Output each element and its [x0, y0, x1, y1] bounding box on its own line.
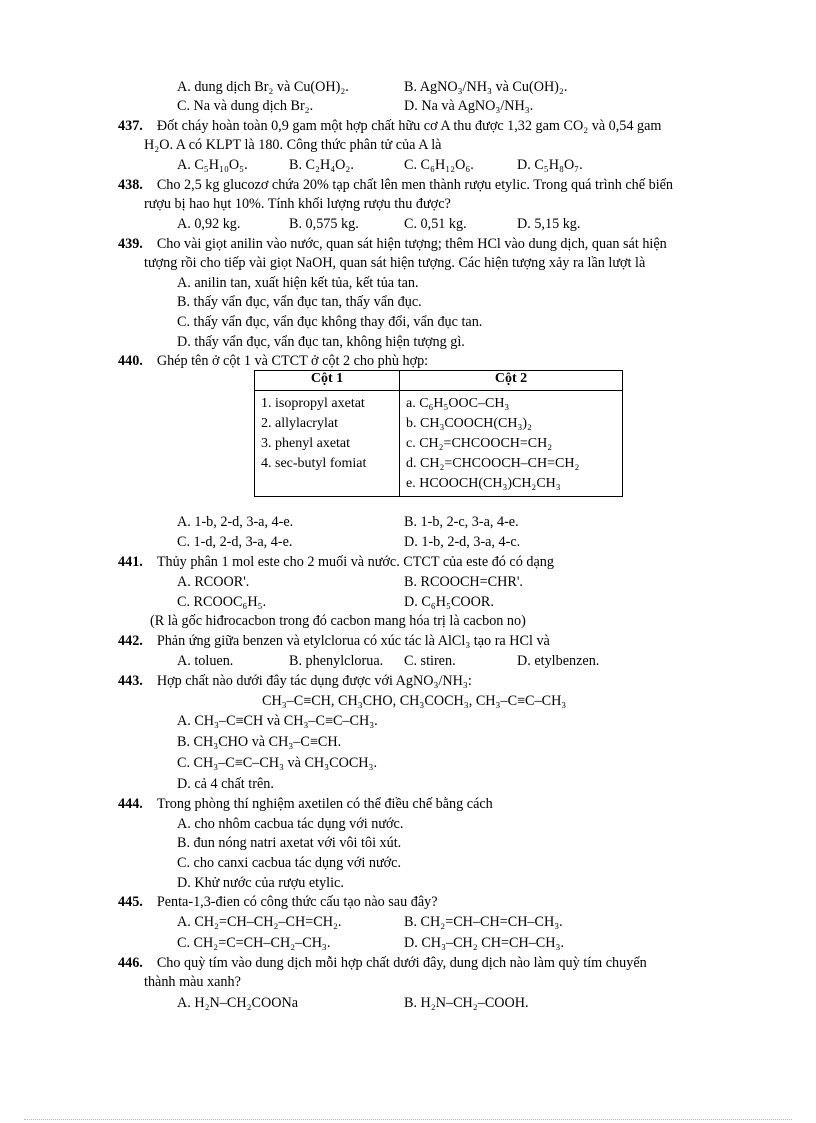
col1-item: 1. isopropyl axetat [261, 396, 365, 411]
q445-stem-line-1 [118, 894, 438, 911]
q443-compounds: CH₃–C≡CH, CH₃CHO, CH₃COCH₃, CH₃–C≡C–CH₃ [262, 693, 567, 709]
q444-option-b: B. đun nóng natri axetat với vôi tôi xút. [177, 835, 402, 851]
col2-item: a. C₆H₅OOC–CH₃ [406, 396, 510, 411]
q443-option-d: D. cả 4 chất trên. [177, 776, 274, 792]
q446-option-a: A. H₂N–CH₂COONa [177, 995, 299, 1011]
q445-text-1: Penta-1,3-đien có công thức cấu tạo nào sau đây? [156, 894, 438, 910]
q446-option-b: B. H₂N–CH₂–COOH. [404, 995, 529, 1011]
q438-number: 438. [118, 177, 143, 193]
q438-option-c: C. 0,51 kg. [404, 216, 467, 232]
q437-stem-line-1 [118, 118, 661, 135]
q437-option-b: B. C₂H₄O₂. [289, 157, 354, 173]
q436-option-b: B. AgNO₃/NH₃ và Cu(OH)₂. [404, 79, 568, 95]
col2-item: e. HCOOCH(CH₃)CH₂CH₃ [406, 476, 561, 491]
col1-item: 2. allylacrylat [261, 416, 338, 431]
q445-option-a: A. CH₂=CH–CH₂–CH=CH₂. [177, 914, 342, 930]
q437-option-c: C. C₆H₁₂O₆. [404, 157, 474, 173]
q442-option-c: C. stiren. [404, 653, 456, 669]
q444-number: 444. [118, 796, 143, 812]
q439-text-1: Cho vài giọt anilin vào nước, quan sát hiện tượng; thêm HCl vào dung dịch, quan sát hiện [156, 236, 667, 252]
q440-text-1: Ghép tên ở cột 1 và CTCT ở cột 2 cho phù hợp: [156, 353, 429, 369]
q442-text-1: Phản ứng giữa benzen và etylclorua có xúc tác là AlCl₃ tạo ra HCl và [156, 633, 550, 649]
q443-number: 443. [118, 673, 143, 689]
col1-cell [255, 391, 400, 497]
q445-option-d: D. CH₃–CH₂ CH=CH–CH₃. [404, 935, 565, 951]
q441-text-1: Thủy phân 1 mol este cho 2 muối và nước. CTCT của este đó có dạng [156, 554, 554, 570]
q440-option-d: D. 1-b, 2-d, 3-a, 4-c. [404, 534, 521, 550]
q443-text-1: Hợp chất nào dưới đây tác dụng được với AgNO₃/NH₃: [156, 673, 472, 689]
q439-option-a: A. anilin tan, xuất hiện kết tủa, kết tủa tan. [177, 275, 419, 291]
q445-number: 445. [118, 894, 143, 910]
q445-option-b: B. CH₂=CH–CH=CH–CH₃. [404, 914, 563, 930]
q441-note: (R là gốc hiđrocacbon trong đó cacbon mang hóa trị là cacbon no) [150, 613, 526, 629]
q439-option-b: B. thấy vẩn đục, vẩn đục tan, thấy vẩn đục. [177, 294, 422, 310]
col2-header: Cột 2 [400, 371, 623, 391]
q443-option-b: B. CH₃CHO và CH₃–C≡CH. [177, 734, 342, 750]
q438-text-1: Cho 2,5 kg glucozơ chứa 20% tạp chất lên men thành rượu etylic. Trong quá trình chế biến [156, 177, 674, 193]
q440-matching-table [254, 370, 623, 497]
q443-option-c: C. CH₃–C≡C–CH₃ và CH₃COCH₃. [177, 755, 378, 771]
col2-item: c. CH₂=CHCOOCH=CH₂ [406, 436, 553, 451]
q441-option-b: B. RCOOCH=CHR'. [404, 574, 523, 590]
q444-stem-line-1 [118, 796, 493, 813]
q445-option-c: C. CH₂=C=CH–CH₂–CH₃. [177, 935, 331, 951]
q436-option-c: C. Na và dung dịch Br₂. [177, 98, 314, 114]
q439-number: 439. [118, 236, 143, 252]
q438-option-d: D. 5,15 kg. [517, 216, 581, 232]
q442-option-a: A. toluen. [177, 653, 234, 669]
q437-text-1: Đốt cháy hoàn toàn 0,9 gam một hợp chất hữu cơ A thu được 1,32 gam CO₂ và 0,54 gam [156, 118, 662, 134]
q439-text-2: tượng rồi cho tiếp vài giọt NaOH, quan sát hiện tượng. Các hiện tượng xảy ra lần lượt là [144, 255, 646, 271]
q442-option-d: D. etylbenzen. [517, 653, 600, 669]
q444-option-d: D. Khử nước của rượu etylic. [177, 875, 344, 891]
q443-stem-line-1 [118, 673, 472, 690]
q441-option-d: D. C₆H₅COOR. [404, 594, 494, 610]
q442-option-b: B. phenylclorua. [289, 653, 384, 669]
q443-option-a: A. CH₃–C≡CH và CH₃–C≡C–CH₃. [177, 713, 378, 729]
q441-stem-line-1 [118, 554, 554, 571]
q441-number: 441. [118, 554, 143, 570]
q442-number: 442. [118, 633, 143, 649]
q442-stem-line-1 [118, 633, 550, 650]
q440-stem-line-1 [118, 353, 428, 370]
q440-option-b: B. 1-b, 2-c, 3-a, 4-e. [404, 514, 519, 530]
q439-stem-line-1 [118, 236, 667, 253]
col1-item: 4. sec-butyl fomiat [261, 456, 367, 471]
q440-option-a: A. 1-b, 2-d, 3-a, 4-e. [177, 514, 294, 530]
q441-option-a: A. RCOOR'. [177, 574, 250, 590]
q436-option-a: A. dung dịch Br₂ và Cu(OH)₂. [177, 79, 349, 95]
q438-text-2: rượu bị hao hụt 10%. Tính khối lượng rượu thu được? [144, 196, 451, 212]
col1-header: Cột 1 [255, 371, 400, 391]
q437-number: 437. [118, 118, 143, 134]
q438-option-b: B. 0,575 kg. [289, 216, 359, 232]
q438-option-a: A. 0,92 kg. [177, 216, 241, 232]
q438-stem-line-1 [118, 177, 673, 194]
q446-stem-line-1 [118, 955, 647, 972]
q437-option-a: A. C₅H₁₀O₅. [177, 157, 248, 173]
q440-option-c: C. 1-d, 2-d, 3-a, 4-e. [177, 534, 293, 550]
footer-divider [24, 1119, 792, 1120]
col2-item: d. CH₂=CHCOOCH–CH=CH₂ [406, 456, 580, 471]
q436-option-d: D. Na và AgNO₃/NH₃. [404, 98, 534, 114]
q441-option-c: C. RCOOC₆H₅. [177, 594, 267, 610]
col2-item: b. CH₃COOCH(CH₃)₂ [406, 416, 532, 431]
q439-option-c: C. thấy vẩn đục, vẩn đục không thay đổi, vẩn đục tan. [177, 314, 483, 330]
q446-number: 446. [118, 955, 143, 971]
q444-option-c: C. cho canxi cacbua tác dụng với nước. [177, 855, 402, 871]
q440-number: 440. [118, 353, 143, 369]
q437-text-2: H₂O. A có KLPT là 180. Công thức phân tử của A là [144, 137, 442, 153]
q437-option-d: D. C₅H₈O₇. [517, 157, 583, 173]
q444-text-1: Trong phòng thí nghiệm axetilen có thể điều chế bằng cách [156, 796, 493, 812]
col2-cell [400, 391, 623, 497]
q446-text-2: thành màu xanh? [144, 974, 241, 990]
q439-option-d: D. thấy vẩn đục, vẩn đục tan, không hiện tượng gì. [177, 334, 465, 350]
col1-item: 3. phenyl axetat [261, 436, 351, 451]
q444-option-a: A. cho nhôm cacbua tác dụng với nước. [177, 816, 404, 832]
q446-text-1: Cho quỳ tím vào dung dịch mỗi hợp chất dưới đây, dung dịch nào làm quỳ tím chuyển [156, 955, 647, 971]
